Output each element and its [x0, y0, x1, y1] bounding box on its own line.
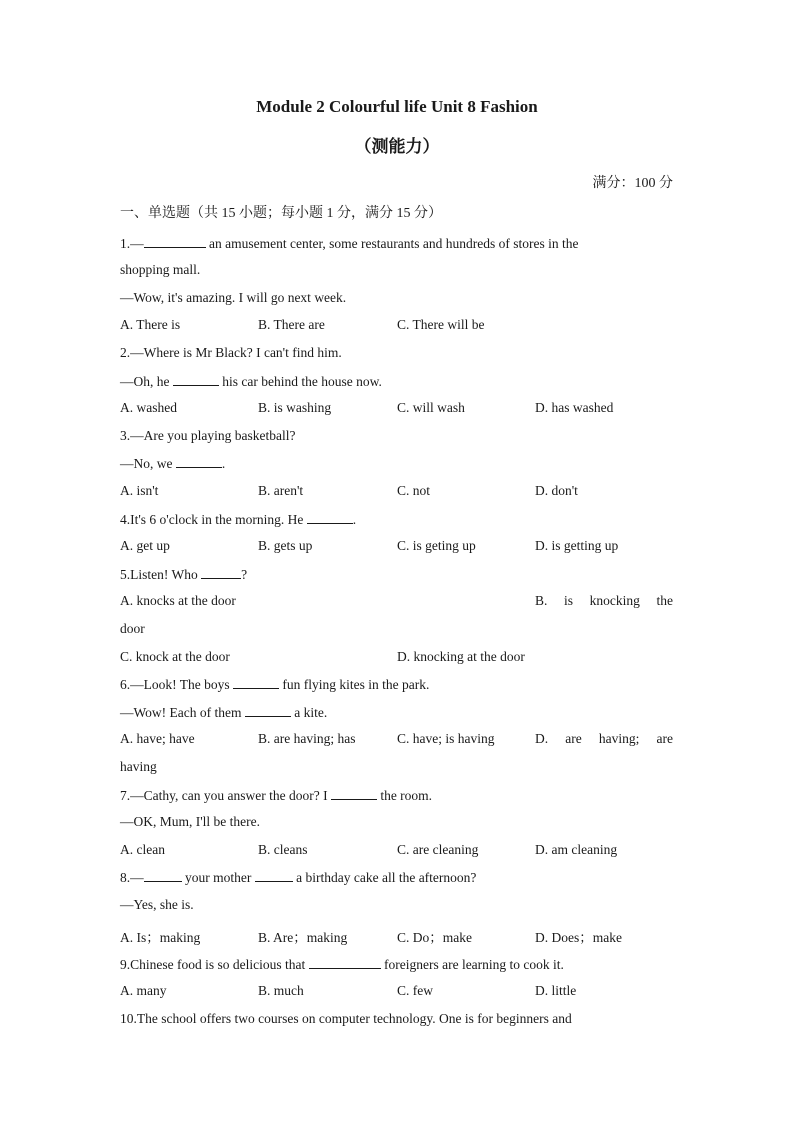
question-8-option-d: D. Does；make	[535, 930, 622, 945]
question-3-option-d: D. don't	[535, 483, 578, 498]
question-2-option-a: A. washed	[120, 400, 177, 415]
question-6-option-d: D. are having; are	[535, 731, 673, 746]
answer-blank	[173, 373, 219, 386]
question-1-option-c: C. There will be	[397, 317, 485, 332]
question-3-option-b: B. aren't	[258, 483, 304, 498]
question-7-stem: 7.—Cathy, can you answer the door? I the room.	[120, 788, 433, 803]
question-3-stem: 3.—Are you playing basketball?	[120, 428, 296, 443]
question-9-option-b: B. much	[258, 983, 304, 998]
question-5-option-b-cont: door	[120, 621, 145, 636]
question-6-stem: 6.—Look! The boys fun flying kites in the park.	[120, 677, 430, 692]
question-4-option-a: A. get up	[120, 538, 170, 553]
question-9-option-a: A. many	[120, 983, 167, 998]
question-7-reply: —OK, Mum, I'll be there.	[120, 814, 261, 829]
answer-blank	[201, 566, 241, 579]
question-2-option-d: D. has washed	[535, 400, 614, 415]
question-9-option-d: D. little	[535, 983, 577, 998]
question-4-option-c: C. is geting up	[397, 538, 476, 553]
question-8-stem: 8.— your mother a birthday cake all the afternoon?	[120, 870, 477, 885]
question-2-reply: —Oh, he his car behind the house now.	[120, 374, 382, 389]
question-1-stem: 1.— an amusement center, some restaurants and hundreds of stores in the	[120, 236, 579, 251]
section-heading: 一、单选题（共 15 小题；每小题 1 分，满分 15 分）	[120, 206, 442, 221]
question-4-stem: 4.It's 6 o'clock in the morning. He .	[120, 512, 357, 527]
question-6-option-d-cont: having	[120, 759, 157, 774]
answer-blank	[307, 511, 353, 524]
question-3-option-a: A. isn't	[120, 483, 159, 498]
question-6-option-c: C. have; is having	[397, 731, 495, 746]
question-8-option-a: A. Is；making	[120, 930, 201, 945]
question-8-option-c: C. Do；make	[397, 930, 472, 945]
question-6-reply: —Wow! Each of them a kite.	[120, 705, 328, 720]
question-5-option-c: C. knock at the door	[120, 649, 230, 664]
question-1-option-b: B. There are	[258, 317, 325, 332]
question-7-option-a: A. clean	[120, 842, 165, 857]
question-8-option-b: B. Are；making	[258, 930, 348, 945]
question-1-reply: —Wow, it's amazing. I will go next week.	[120, 290, 347, 305]
answer-blank	[309, 956, 381, 969]
question-9-stem: 9.Chinese food is so delicious that foreigners are learning to cook it.	[120, 957, 564, 972]
question-3-reply: —No, we .	[120, 456, 226, 471]
question-9-option-c: C. few	[397, 983, 433, 998]
question-6-option-b: B. are having; has	[258, 731, 356, 746]
question-1-option-a: A. There is	[120, 317, 181, 332]
total-score: 满分：100 分	[592, 176, 673, 191]
question-2-stem: 2.—Where is Mr Black? I can't find him.	[120, 345, 342, 360]
question-5-option-a: A. knocks at the door	[120, 593, 236, 608]
question-5-option-d: D. knocking at the door	[397, 649, 525, 664]
question-2-option-b: B. is washing	[258, 400, 332, 415]
question-6-option-a: A. have; have	[120, 731, 195, 746]
question-1-stem-cont: shopping mall.	[120, 262, 201, 277]
question-2-option-c: C. will wash	[397, 400, 465, 415]
answer-blank	[176, 455, 222, 468]
page-title: Module 2 Colourful life Unit 8 Fashion	[256, 97, 538, 116]
question-10-stem: 10.The school offers two courses on computer technology. One is for beginners and	[120, 1011, 572, 1026]
question-7-option-d: D. am cleaning	[535, 842, 618, 857]
answer-blank	[331, 787, 377, 800]
question-7-option-c: C. are cleaning	[397, 842, 479, 857]
answer-blank	[144, 869, 182, 882]
answer-blank	[144, 235, 206, 248]
question-4-option-d: D. is getting up	[535, 538, 619, 553]
page-subtitle: （测能力）	[354, 137, 440, 156]
question-7-option-b: B. cleans	[258, 842, 308, 857]
answer-blank	[245, 704, 291, 717]
question-8-reply: —Yes, she is.	[120, 897, 194, 912]
question-4-option-b: B. gets up	[258, 538, 313, 553]
answer-blank	[255, 869, 293, 882]
answer-blank	[233, 676, 279, 689]
question-5-option-b: B. is knocking the	[535, 593, 673, 608]
question-5-stem: 5.Listen! Who ?	[120, 567, 248, 582]
question-3-option-c: C. not	[397, 483, 431, 498]
